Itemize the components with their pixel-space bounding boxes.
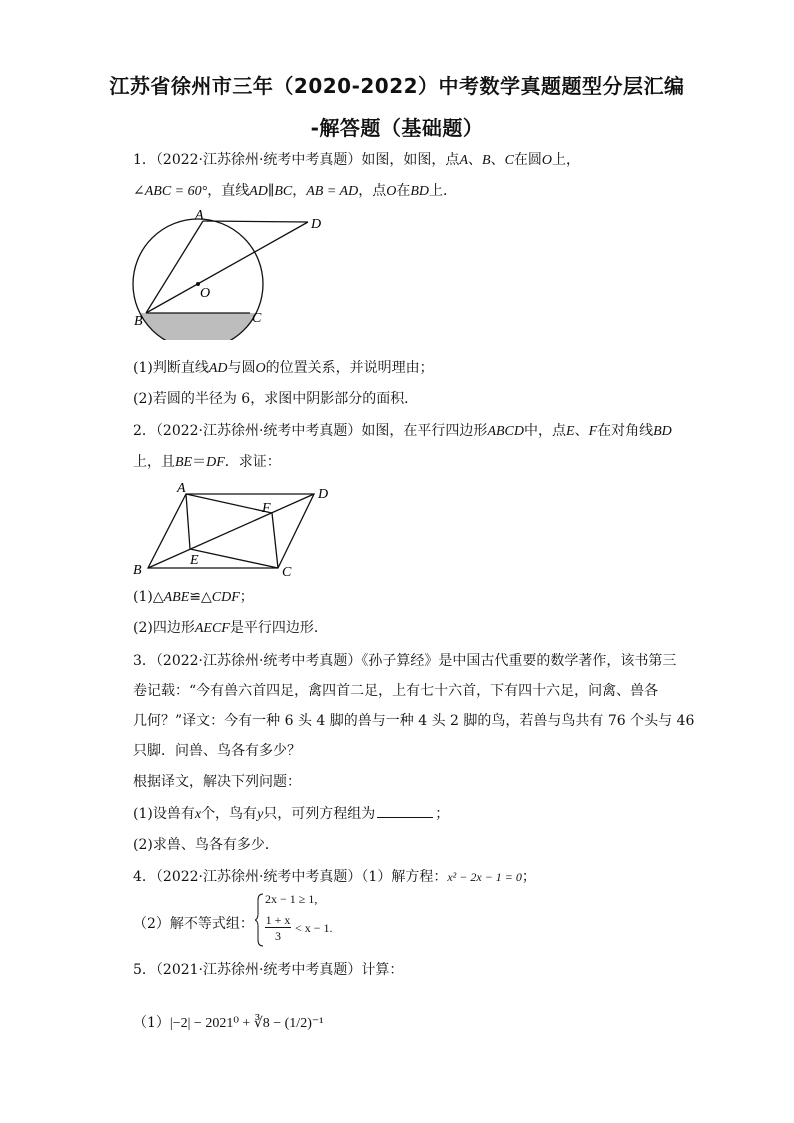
q2-label-a: A (177, 481, 186, 496)
q2-text: 2．（2022·江苏徐州·统考中考真题）如图，在平行四边形 (133, 423, 488, 439)
q1-equal-condition: AB = AD (306, 184, 359, 199)
q1-segment-bd: BD (410, 184, 430, 199)
q2-segment-af (186, 494, 272, 513)
q2-sub2-text: (2)四边形 (133, 620, 195, 636)
q2-label-d: D (318, 487, 329, 502)
q2-text: ．求证： (224, 454, 281, 470)
q3-line2: 卷记载：“今有兽六首四足，禽四首二足，上有七十六首，下有四十六足，问禽、兽各 (133, 683, 659, 699)
q1-sub1 (133, 358, 434, 379)
q2-text: 上，且 (133, 454, 175, 470)
q2-text: 中，点 (524, 423, 566, 439)
q1-segment-bd (146, 222, 308, 313)
q2-quadrilateral-aecf: AECF (194, 621, 230, 636)
q2-label-f: F (262, 501, 271, 516)
q1-line-ad-label: AD (208, 361, 228, 376)
q1-sep: 、 (490, 152, 505, 168)
q2-point-e: E (566, 424, 575, 439)
q1-stem-line1 (133, 150, 580, 171)
q1-text: 在 (396, 183, 411, 199)
document-title-line2: -解答题（基础题） (310, 116, 484, 140)
q2-stem-line1 (133, 421, 672, 442)
q2-text: ＝ (192, 454, 207, 470)
q1-sub1-text: (1)判断直线 (133, 360, 209, 376)
q1-stem-line2 (133, 181, 457, 202)
q5-line2 (133, 1013, 323, 1034)
q1-point-o: O (386, 184, 397, 199)
q5-expression: |−2| − 2021⁰ + ∛8 − (1/2)⁻¹ (169, 1016, 324, 1031)
q3-line4: 只脚．问兽、鸟各有多少？ (133, 743, 301, 759)
q2-parallelogram-label: ABCD (487, 424, 524, 439)
q4-inequality-1: 2x − 1 ≥ 1, (265, 892, 318, 906)
q3-sub1-text: ； (435, 806, 450, 822)
q2-segment-ae (186, 494, 190, 549)
q1-circle-figure (125, 205, 340, 340)
q2-diagonal-bd: BD (653, 424, 672, 439)
q4-fraction-denominator: 3 (275, 929, 281, 943)
q1-sub1-text: 的位置关系，并说明理由； (265, 360, 434, 376)
q1-sep: 、 (468, 152, 482, 168)
q3-var-x: x (194, 807, 202, 822)
q1-label-d: D (311, 217, 322, 232)
q1-angle-condition: ∠ABC = 60° (133, 184, 208, 199)
q2-label-b: B (133, 563, 142, 578)
q2-sub1-text: (1)△ (133, 589, 164, 605)
q4-line2: （2）解不等式组： (133, 916, 254, 932)
q1-label-a: A (195, 208, 204, 223)
q2-sub1-text: ≌△ (189, 589, 212, 605)
q1-text: ， (292, 183, 307, 199)
q2-text: 、 (574, 423, 589, 439)
q2-label-c: C (282, 565, 292, 580)
q1-point-a: A (459, 153, 468, 168)
q2-triangle-abe: ABE (163, 590, 190, 605)
q1-point-o: O (541, 153, 553, 168)
q2-stem-line2 (133, 452, 281, 473)
q5-line1: 5．（2021·江苏徐州·统考中考真题）计算： (133, 962, 404, 978)
q2-segment-ec (190, 549, 278, 568)
q3-sub2: (2)求兽、鸟各有多少． (133, 837, 279, 853)
q3-sub1-text: 个，鸟有 (201, 806, 258, 822)
q4-text: 4．（2022·江苏徐州·统考中考真题）（1）解方程： (133, 869, 448, 885)
q1-text: 在圆 (513, 152, 542, 168)
q4-inequality-2-rest: < x − 1. (295, 921, 333, 935)
q3-answer-blank[interactable] (377, 805, 433, 818)
q2-segment-fc (272, 513, 278, 568)
q3-sub1 (133, 804, 449, 825)
q1-label-c: C (252, 311, 262, 326)
q1-text: ，直线 (207, 183, 250, 199)
q2-diagonal-bd-line (148, 494, 314, 568)
q1-label-b: B (134, 314, 143, 329)
q5-text: （1） (133, 1015, 170, 1031)
q1-point-c: C (504, 153, 514, 168)
q1-text: 上． (429, 183, 458, 199)
q2-text: 在对角线 (597, 423, 654, 439)
q4-equation: x² − 2x − 1 = 0 (447, 870, 522, 884)
q2-sub2 (133, 618, 328, 639)
q2-label-e: E (190, 553, 199, 568)
q2-sub2-text: 是平行四边形． (229, 620, 328, 636)
q2-point-f: F (588, 424, 598, 439)
q4-brace (255, 892, 265, 948)
q2-triangle-cdf: CDF (211, 590, 240, 605)
document-title-line1: 江苏省徐州市三年（2020-2022）中考数学真题题型分层汇编 (109, 74, 685, 98)
q1-sub2: (2)若圆的半径为 6，求图中阴影部分的面积． (133, 391, 419, 407)
q3-line1: 3．（2022·江苏徐州·统考中考真题）《孙子算经》是中国古代重要的数学著作，该书第三 (133, 653, 677, 669)
q2-sub1-text: ； (239, 589, 254, 605)
q3-var-y: y (257, 807, 264, 822)
q1-text: 1．（2022·江苏徐州·统考中考真题）如图，如图，点 (133, 152, 460, 168)
q3-sub1-text: (1)设兽有 (133, 806, 195, 822)
q4-line1 (133, 867, 536, 887)
q2-segment-be: BE (175, 455, 193, 470)
q1-sub1-text: 与圆 (227, 360, 256, 376)
q2-sub1 (133, 587, 254, 608)
q4-fraction-numerator: 1 + x (265, 913, 291, 927)
q1-point-o: O (255, 361, 266, 376)
q1-point-b: B (482, 153, 491, 168)
q3-sub1-text: 只，可列方程组为 (263, 806, 376, 822)
q2-parallelogram-figure (128, 478, 343, 580)
q4-text: ； (521, 869, 536, 885)
q2-segment-df: DF (206, 455, 225, 470)
q1-text: ，点 (358, 183, 387, 199)
q1-text: 上， (552, 152, 581, 168)
q1-parallel-condition: AD∥BC (249, 184, 293, 199)
q1-label-o: O (200, 286, 211, 301)
q3-line5: 根据译文，解决下列问题： (133, 774, 301, 790)
q3-line3: 几何？”译文：今有一种 6 头 4 脚的兽与一种 4 头 2 脚的鸟，若兽与鸟共有 76 个头与 46 (133, 713, 695, 729)
